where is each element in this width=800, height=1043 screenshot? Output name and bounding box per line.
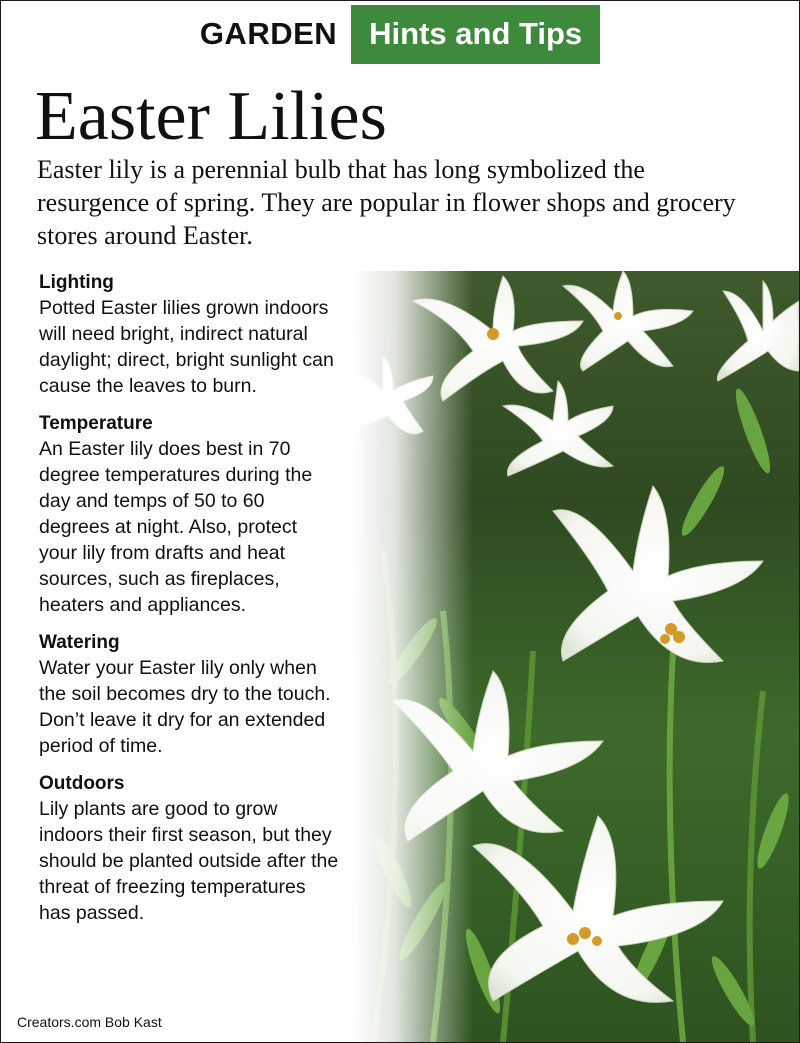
photo-credit: Creators.com Bob Kast (17, 1014, 162, 1030)
easter-lily-photo (353, 271, 799, 1042)
section-lighting (39, 271, 339, 399)
section-heading: Lighting (39, 272, 114, 293)
tips-column (39, 271, 339, 939)
section-watering (39, 631, 339, 759)
section-heading: Watering (39, 632, 120, 653)
section-body: Lily plants are good to grow indoors their first season, but they should be planted outside after the threat of freezing temperatures has passed. (39, 798, 339, 924)
section-outdoors (39, 772, 339, 926)
intro-paragraph: Easter lily is a perennial bulb that has long symbolized the resurgence of spring. They are popular in flower shops and grocery stores around Easter. (37, 155, 736, 250)
section-heading: Temperature (39, 413, 153, 434)
hints-and-tips-label: Hints and Tips (351, 5, 600, 64)
section-temperature (39, 412, 339, 618)
section-heading: Outdoors (39, 773, 125, 794)
section-body: Water your Easter lily only when the soil becomes dry to the touch. Don’t leave it dry for an extended period of time. (39, 657, 331, 757)
section-body: An Easter lily does best in 70 degree temperatures during the day and temps of 50 to 60 degrees at night. Also, protect your lily from drafts and heat sources, such as fireplaces, heaters and appliances. (39, 438, 313, 616)
garden-label: GARDEN (199, 16, 338, 51)
section-body: Potted Easter lilies grown indoors will need bright, indirect natural daylight; direct, bright sunlight can cause the leaves to burn. (39, 297, 334, 397)
photo-fade (353, 271, 473, 1042)
header-banner (1, 3, 799, 65)
page-title: Easter Lilies (35, 78, 387, 155)
